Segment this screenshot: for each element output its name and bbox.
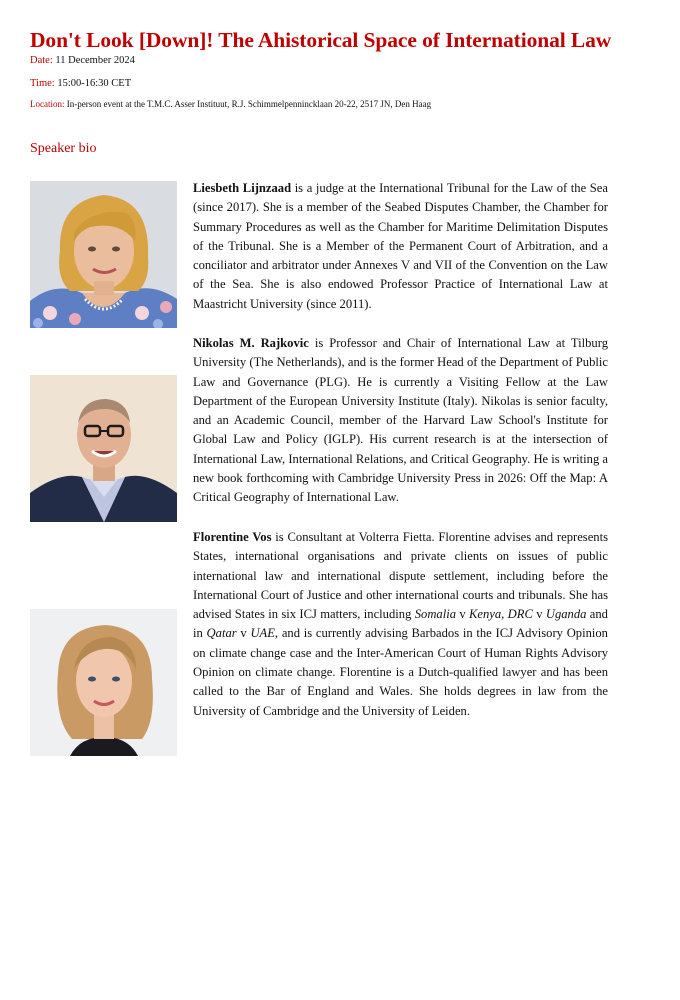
speaker-photo-vos bbox=[30, 609, 177, 756]
case-name: Kenya bbox=[468, 607, 502, 622]
portrait-image bbox=[30, 181, 177, 328]
speaker-bio-rajkovic bbox=[193, 334, 608, 508]
versus: v bbox=[536, 607, 543, 622]
speaker-photo-lijnzaad bbox=[30, 181, 177, 328]
speaker-name: Liesbeth Lijnzaad bbox=[193, 181, 292, 195]
event-time bbox=[30, 78, 131, 89]
location-value: In-person event at the T.M.C. Asser Instituut, R.J. Schimmelpennincklaan 20-22, 2517 JN, Den Haag bbox=[66, 99, 432, 109]
case-name: Somalia bbox=[414, 607, 456, 622]
page-title: Don't Look [Down]! The Ahistorical Space of International Law bbox=[30, 28, 612, 52]
portrait-image bbox=[30, 609, 177, 756]
speaker-bio-text: is a judge at the International Tribunal for the Law of the Sea (since 2017). She is a member of the Seabed Disputes Chamber, the Chamber for Summary Procedures as well as the Chamber for Maritime Delimitation Disputes of the Tribunal. She is a Member of the Permanent Court of Arbitration, and a conciliator and arbitrator under Annexes V and VII of the Convention on the Law of the Sea. She is also endowed Professor Practice of International Law at Maastricht University (since 2011). bbox=[193, 181, 608, 311]
location-label: Location: bbox=[30, 99, 65, 109]
speaker-bio-text: is Professor and Chair of International Law at Tilburg University (The Netherlands), and is the former Head of the Department of Public Law and Governance (PLG). He is currently a Visiting Fellow at the Law Department of the European University Institute (Italy). Nikolas is senior faculty, and an Academic Council, member of the Harvard Law School's Institute for Global Law and Policy (IGLP). His current research is at the intersection of International Law, International Relations, and Critical Geography. He is writing a new book forthcoming with Cambridge University Press in 2026: Off the Map: A Critical Geography of International Law. bbox=[193, 336, 608, 505]
versus: v bbox=[459, 607, 466, 622]
speaker-bio-lijnzaad bbox=[193, 179, 608, 314]
date-value: 11 December 2024 bbox=[55, 55, 135, 66]
case-name: Uganda bbox=[545, 607, 587, 622]
time-label: Time: bbox=[30, 78, 55, 89]
speaker-name: Nikolas M. Rajkovic bbox=[193, 336, 309, 350]
section-heading: Speaker bio bbox=[30, 141, 97, 156]
date-label: Date: bbox=[30, 55, 53, 66]
comma: , bbox=[501, 607, 505, 622]
event-date bbox=[30, 55, 135, 66]
speaker-photo-rajkovic bbox=[30, 375, 177, 522]
event-location bbox=[30, 99, 431, 109]
case-name: DRC bbox=[507, 607, 533, 622]
speaker-bio-text: is Consultant at Volterra Fietta. Florentine advises and represents States, international organisations and private clients on issues of public international law and international dispute settlement, including before the International Court of Justice and other international courts and tribunals. She has advised States in six ICJ matters, including bbox=[193, 530, 608, 622]
speaker-name: Florentine Vos bbox=[193, 530, 272, 544]
portrait-image bbox=[30, 375, 177, 522]
case-name: Qatar bbox=[206, 626, 237, 641]
speaker-bio-text: and is currently advising Barbados in the ICJ Advisory Opinion on climate change case and the Inter-American Court of Human Rights Advisory Opinion on climate change. Florentine is a Dutch-qualified lawyer and has been called to the Bar of England and Wales. She holds degrees in law from the University of Cambridge and the University of Leiden. bbox=[193, 626, 608, 718]
connector: and in bbox=[193, 607, 608, 641]
time-value: 15:00-16:30 CET bbox=[57, 78, 132, 89]
case-name: UAE, bbox=[250, 626, 279, 641]
speaker-bio-vos bbox=[193, 528, 608, 721]
versus: v bbox=[240, 626, 247, 641]
